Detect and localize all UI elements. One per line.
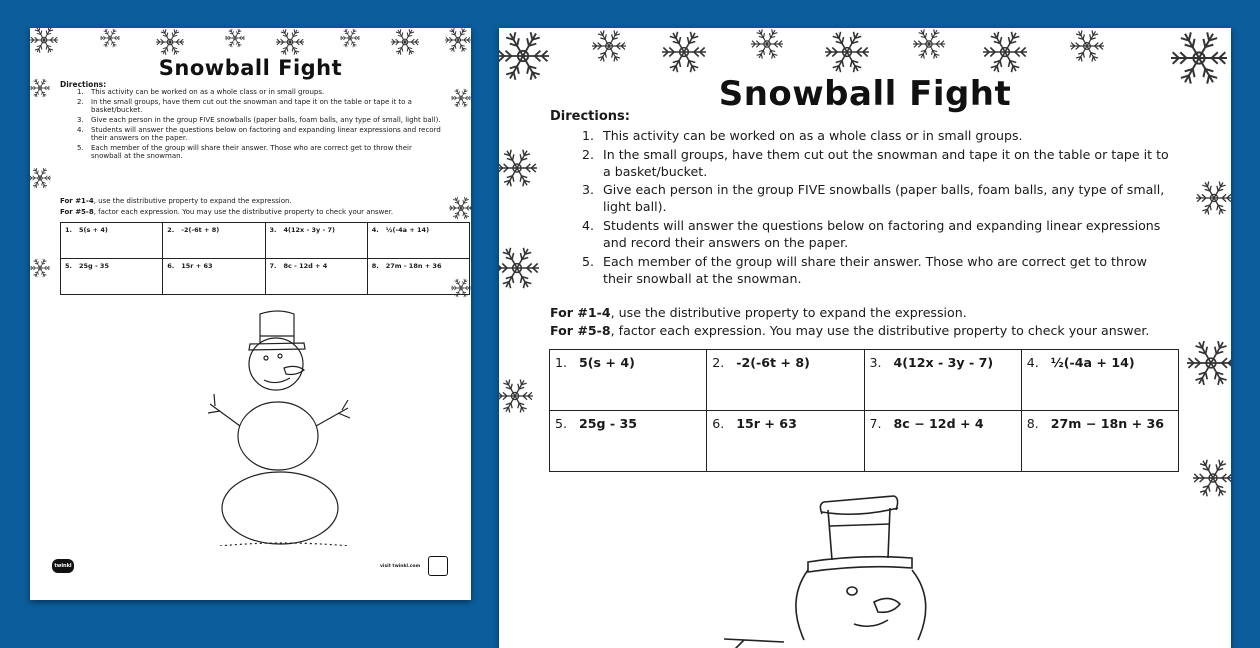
problem-cell: 1. 5(s + 4) [550,350,707,411]
snowflake-icon [751,29,783,58]
table-row [550,411,1179,472]
problem-cell: 4. ½(-4a + 14) [1021,350,1178,411]
snowflake-icon [499,32,549,80]
page-title: Snowball Fight [718,74,1012,114]
table-row [61,259,470,295]
problem-cell: 8. 27m − 18n + 36 [1021,411,1178,472]
snowflake-icon [983,32,1027,72]
snowflake-icon [1070,30,1104,61]
instructions [550,304,1149,340]
list-item: 1. This activity can be worked on as a whole class or in small groups. [77,88,325,96]
snowflake-icon [499,150,537,187]
list-item: 2. In the small groups, have them cut out the snowman and tape it on the table or tape it to a basket/bucket. [582,146,1169,179]
list-item: 1. This activity can be worked on as a whole class or in small groups. [582,128,1023,143]
snowflake-icon [156,29,184,55]
snowflake-icon [913,29,945,58]
list-item: 5. Each member of the group will share their answer. Those who are correct get to throw their snowball at the snowman. [582,253,1147,286]
instruction-factor: For #5-8, factor each expression. You may use the distributive property to check your answer. [550,323,1150,338]
instruction-factor: For #5-8, factor each expression. You may use the distributive property to check your answer. [60,208,394,216]
snowflake-icon [449,197,471,219]
directions-label: Directions: [550,109,630,124]
instruction-expand: For #1-4, use the distributive property to expand the expression. [60,197,292,205]
snowman-icon [704,474,964,648]
list-item: 4. Students will answer the questions below on factoring and expanding linear expressions and record their answers on the paper. [582,217,1161,251]
directions-label: Directions: [60,80,107,89]
directions-list [582,127,1177,288]
list-item: 2. In the small groups, have them cut out the snowman and tape it on the table or tape it to a basket/bucket. [77,97,412,115]
problem-cell: 2. -2(-6t + 8) [707,350,864,411]
footer-url: visit twinkl.com [380,564,421,569]
problem-cell: 3. 4(12x - 3y - 7) [265,223,367,259]
problem-cell: 4. ½(-4a + 14) [367,223,469,259]
snowflake-icon [30,259,50,277]
snowflake-icon [499,248,539,288]
badge-icon [428,556,448,576]
snowflake-icon [499,380,533,413]
snowflake-icon [276,29,304,55]
problem-cell: 5. 25g - 35 [550,411,707,472]
snowman-icon [180,296,370,546]
snowflake-icon [662,32,706,72]
list-item: 3. Give each person in the group FIVE snowballs (paper balls, foam balls, any type of small, light ball). [77,116,441,124]
list-item: 4. Students will answer the questions below on factoring and expanding linear expressions and record their answers on the paper. [77,125,441,143]
snowflake-icon [445,28,471,52]
snowflake-icon [30,79,50,97]
table-row [550,350,1179,411]
problem-cell: 7. 8c - 12d + 4 [265,259,367,295]
snowflake-icon [30,28,58,53]
instructions [60,196,393,218]
snowflake-icon [340,29,360,47]
snowflake-icon [225,29,245,47]
twinkl-logo-icon: twinkl [52,559,74,573]
problem-cell: 2. -2(-6t + 8) [163,223,265,259]
instruction-expand: For #1-4, use the distributive property to expand the expression. [550,305,967,320]
problem-table [60,222,470,295]
problem-cell: 3. 4(12x - 3y - 7) [864,350,1021,411]
list-item: 5. Each member of the group will share their answer. Those who are correct get to throw their snowball at the snowman. [77,144,412,161]
snowflake-icon [451,89,471,107]
worksheet-thumbnail [30,28,471,600]
snowflake-icon [825,32,869,72]
snowflake-icon [1196,182,1231,215]
problem-table [549,349,1179,472]
problem-cell: 6. 15r + 63 [707,411,864,472]
page-title: Snowball Fight [158,56,343,80]
snowflake-icon [100,29,120,47]
worksheet-detail [499,28,1231,648]
snowflake-icon [30,168,51,188]
problem-cell: 8. 27m - 18n + 36 [367,259,469,295]
problem-cell: 7. 8c − 12d + 4 [864,411,1021,472]
problem-cell: 1. 5(s + 4) [61,223,163,259]
problem-cell: 6. 15r + 63 [163,259,265,295]
snowflake-icon [1187,341,1231,385]
snowflake-icon [592,30,626,61]
snowflake-icon [391,29,419,55]
list-item: 3. Give each person in the group FIVE snowballs (paper balls, foam balls, any type of small, light ball). [582,182,1165,215]
snowflake-icon [1193,460,1231,497]
problem-cell: 5. 25g - 35 [61,259,163,295]
directions-list [77,88,442,162]
table-row [61,223,470,259]
